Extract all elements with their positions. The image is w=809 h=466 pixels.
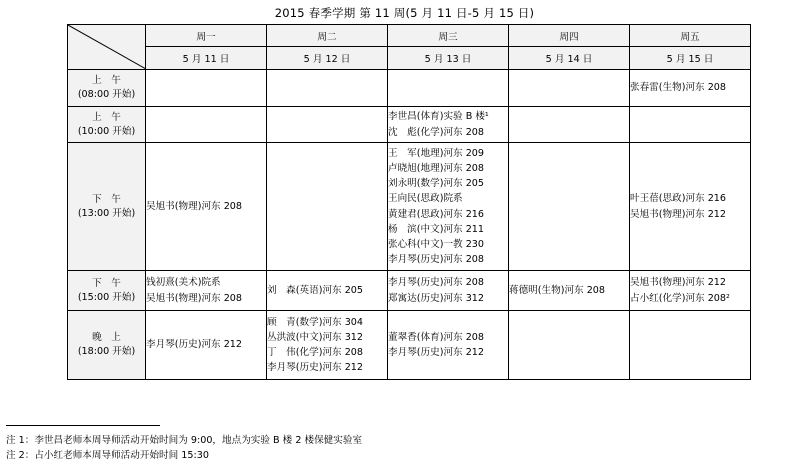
schedule-entry: 李月琴(历史)河东 208 xyxy=(388,254,485,266)
schedule-entry: 郑寓达(历史)河东 312 xyxy=(388,292,485,304)
schedule-entry: 李月琴(历史)河东 212 xyxy=(146,339,243,351)
cell-s2-d2 xyxy=(388,143,509,271)
date-header-thu: 5 月 14 日 xyxy=(509,47,630,70)
schedule-entry: 李世昌(体育)实验 B 楼¹ xyxy=(388,111,489,123)
slot-label: 晚 上 xyxy=(92,332,121,343)
diagonal-line xyxy=(68,25,146,69)
footnote-1: 注 1：李世昌老师本周导师活动开始时间为 9:00，地点为实验 B 楼 2 楼保健实验室 xyxy=(6,435,363,446)
day-header-tue: 周二 xyxy=(267,25,388,47)
slot-label-cell xyxy=(68,143,146,271)
cell-s0-d0 xyxy=(146,70,267,107)
cell-s3-d3 xyxy=(509,271,630,311)
date-header-mon: 5 月 11 日 xyxy=(146,47,267,70)
schedule-entry: 丛洪波(中文)河东 312 xyxy=(267,331,364,343)
schedule-entry: 沈 彪(化学)河东 208 xyxy=(388,126,485,138)
cell-s2-d1 xyxy=(267,143,388,271)
schedule-entry: 王向民(思政)院系 xyxy=(388,193,463,205)
schedule-entry: 李月琴(历史)河东 208 xyxy=(388,277,485,289)
corner-diagonal-cell xyxy=(68,25,146,70)
schedule-entry: 吴旭书(物理)河东 212 xyxy=(630,208,727,220)
cell-s3-d1 xyxy=(267,271,388,311)
slot-time: (08:00 开始) xyxy=(77,89,136,100)
slot-label: 上 午 xyxy=(92,111,121,123)
cell-s2-d0 xyxy=(146,143,267,271)
slot-label-cell xyxy=(68,271,146,311)
slot-row xyxy=(68,311,751,380)
schedule-entry: 卢晓旭(地理)河东 208 xyxy=(388,162,485,174)
cell-s2-d4 xyxy=(630,143,751,271)
slot-label: 下 午 xyxy=(92,277,121,289)
cell-s0-d2 xyxy=(388,70,509,107)
cell-s4-d0 xyxy=(146,311,267,380)
schedule-entry: 刘永明(数学)河东 205 xyxy=(388,178,485,190)
day-header-wed: 周三 xyxy=(388,25,509,47)
cell-s1-d0 xyxy=(146,107,267,143)
schedule-entry: 丁 伟(化学)河东 208 xyxy=(267,347,364,358)
slot-time: (10:00 开始) xyxy=(77,125,136,137)
slot-label-cell xyxy=(68,311,146,380)
cell-s0-d1 xyxy=(267,70,388,107)
slot-label-cell xyxy=(68,107,146,143)
slot-time: (18:00 开始) xyxy=(77,346,136,357)
schedule-entry: 张春雷(生物)河东 208 xyxy=(630,82,727,94)
day-header-fri: 周五 xyxy=(630,25,751,47)
day-header-thu: 周四 xyxy=(509,25,630,47)
slot-row xyxy=(68,143,751,271)
schedule-entry: 董翠香(体育)河东 208 xyxy=(388,331,485,343)
cell-s4-d3 xyxy=(509,311,630,380)
date-header-wed: 5 月 13 日 xyxy=(388,47,509,70)
slot-label-cell xyxy=(68,70,146,107)
cell-s1-d2 xyxy=(388,107,509,143)
schedule-entry: 顾 青(数学)河东 304 xyxy=(267,316,364,328)
cell-s0-d3 xyxy=(509,70,630,107)
schedule-entry: 钱初熹(美术)院系 xyxy=(146,277,221,289)
schedule-entry: 黄建君(思政)河东 216 xyxy=(388,208,485,220)
schedule-entry: 蒋德明(生物)河东 208 xyxy=(509,284,606,296)
footnote-divider xyxy=(6,425,160,426)
cell-s3-d4 xyxy=(630,271,751,311)
schedule-table xyxy=(67,24,751,380)
slot-time: (15:00 开始) xyxy=(77,291,136,303)
schedule-entry: 李月琴(历史)河东 212 xyxy=(267,362,364,374)
cell-s4-d1 xyxy=(267,311,388,380)
cell-s1-d3 xyxy=(509,107,630,143)
schedule-entry: 王 军(地理)河东 209 xyxy=(388,147,485,159)
footnote-2: 注 2：占小红老师本周导师活动开始时间 15:30 xyxy=(6,450,209,461)
cell-s4-d4 xyxy=(630,311,751,380)
slot-row xyxy=(68,271,751,311)
schedule-entry: 刘 森(英语)河东 205 xyxy=(267,284,364,296)
slot-label: 上 午 xyxy=(92,75,121,86)
cell-s1-d1 xyxy=(267,107,388,143)
schedule-entry: 张心科(中文)一教 230 xyxy=(388,238,485,250)
cell-s4-d2 xyxy=(388,311,509,380)
cell-s0-d4 xyxy=(630,70,751,107)
cell-s3-d2 xyxy=(388,271,509,311)
cell-s3-d0 xyxy=(146,271,267,311)
cell-s2-d3 xyxy=(509,143,630,271)
schedule-entry: 占小红(化学)河东 208² xyxy=(630,292,730,304)
schedule-entry: 吴旭书(物理)河东 208 xyxy=(146,292,243,304)
schedule-entry: 杨 滨(中文)河东 211 xyxy=(388,223,485,235)
date-header-tue: 5 月 12 日 xyxy=(267,47,388,70)
slot-row xyxy=(68,70,751,107)
slot-label: 下 午 xyxy=(92,193,121,205)
date-header-fri: 5 月 15 日 xyxy=(630,47,751,70)
schedule-entry: 吴旭书(物理)河东 208 xyxy=(146,200,243,212)
schedule-entry: 吴旭书(物理)河东 212 xyxy=(630,277,727,289)
slot-row xyxy=(68,107,751,143)
schedule-entry: 叶王蓓(思政)河东 216 xyxy=(630,193,727,205)
page-title: 2015 春季学期 第 11 周(5 月 11 日-5 月 15 日) xyxy=(274,6,535,20)
slot-time: (13:00 开始) xyxy=(77,207,136,219)
day-header-mon: 周一 xyxy=(146,25,267,47)
schedule-entry: 李月琴(历史)河东 212 xyxy=(388,347,485,358)
cell-s1-d4 xyxy=(630,107,751,143)
